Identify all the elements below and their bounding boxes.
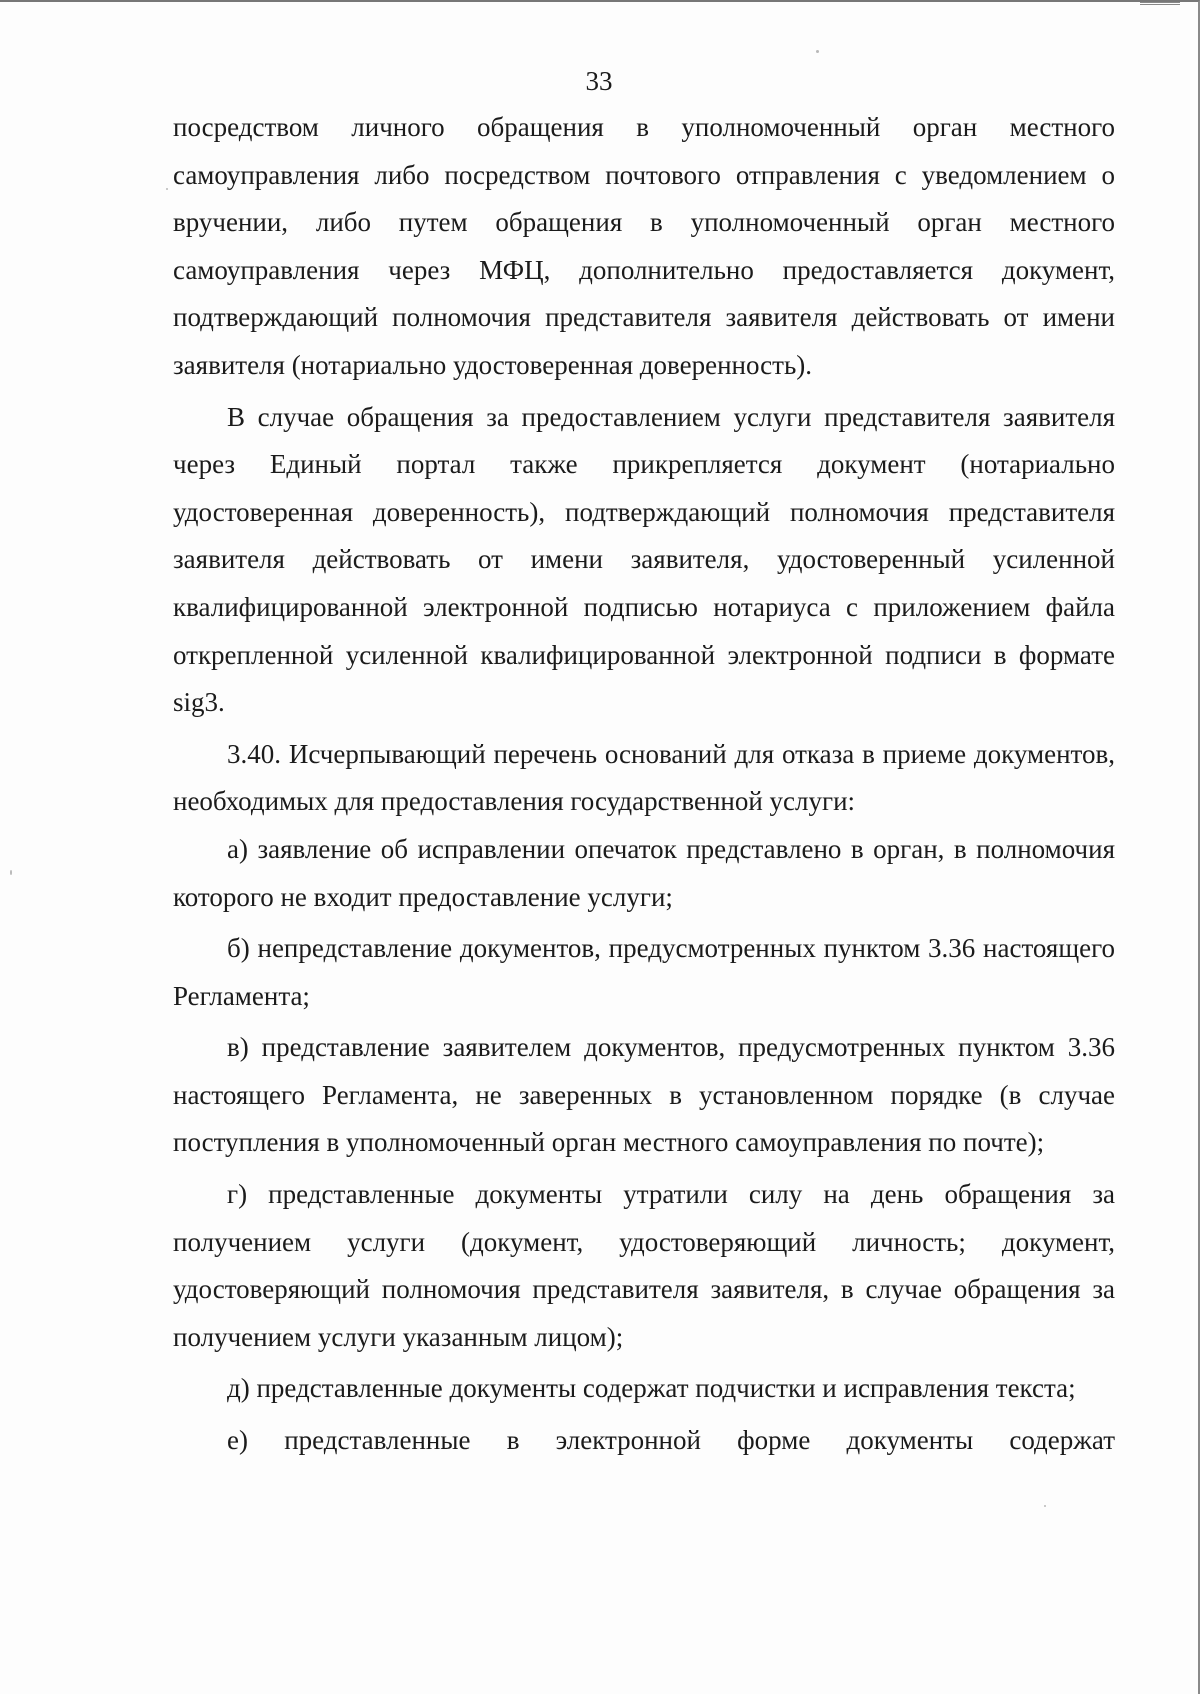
- scan-speck: [10, 870, 12, 875]
- list-item-v: в) представление заявителем документов, предусмотренных пунктом 3.36 настоящего Регламента, не заверенных в установленном порядке (в случае поступления в уполномоченный орган местного самоуправления по почте);: [173, 1032, 1115, 1158]
- list-item-e: е) представленные в электронной форме документы содержат: [227, 1425, 1115, 1456]
- paragraph-3-40: 3.40. Исчерпывающий перечень оснований для отказа в приеме документов, необходимых для предоставления государственной услуги:: [173, 738, 1115, 817]
- scan-speck: [1044, 1505, 1046, 1507]
- paragraph-representative-portal: В случае обращения за предоставлением услуги представителя заявителя через Единый портал также прикрепляется документ (нотариально удостоверенная доверенность), подтверждающий полномочия представителя заявителя действовать от имени заявителя, удостоверенный усиленной квалифицированной электронной подписью нотариуса с приложением файла открепленной усиленной квалифицированной электронной подписи в формате sig3.: [173, 401, 1115, 718]
- paragraph-continuation: посредством личного обращения в уполномоченный орган местного самоуправления либо посредством почтового отправления с уведомлением о вручении, либо путем обращения в уполномоченный орган местного самоуправления через МФЦ, дополнительно предоставляется документ, подтверждающий полномочия представителя заявителя действовать от имени заявителя (нотариально удостоверенная доверенность).: [173, 112, 1115, 380]
- scan-edge-mark: [1140, 2, 1180, 8]
- scan-speck: [166, 188, 168, 190]
- list-item-g: г) представленные документы утратили силу на день обращения за получением услуги (документ, удостоверяющий личность; документ, удостоверяющий полномочия представителя заявителя, в случае обращения за получением услуги указанным лицом);: [173, 1179, 1115, 1352]
- list-item-a: а) заявление об исправлении опечаток представлено в орган, в полномочия которого не входит предоставление услуги;: [173, 833, 1115, 912]
- page-number: 33: [585, 66, 613, 96]
- list-item-b: б) непредставление документов, предусмотренных пунктом 3.36 настоящего Регламента;: [173, 933, 1115, 1011]
- document-body: [173, 104, 1115, 1465]
- list-item-d: д) представленные документы содержат подчистки и исправления текста;: [227, 1373, 1076, 1404]
- scan-speck: [816, 50, 819, 53]
